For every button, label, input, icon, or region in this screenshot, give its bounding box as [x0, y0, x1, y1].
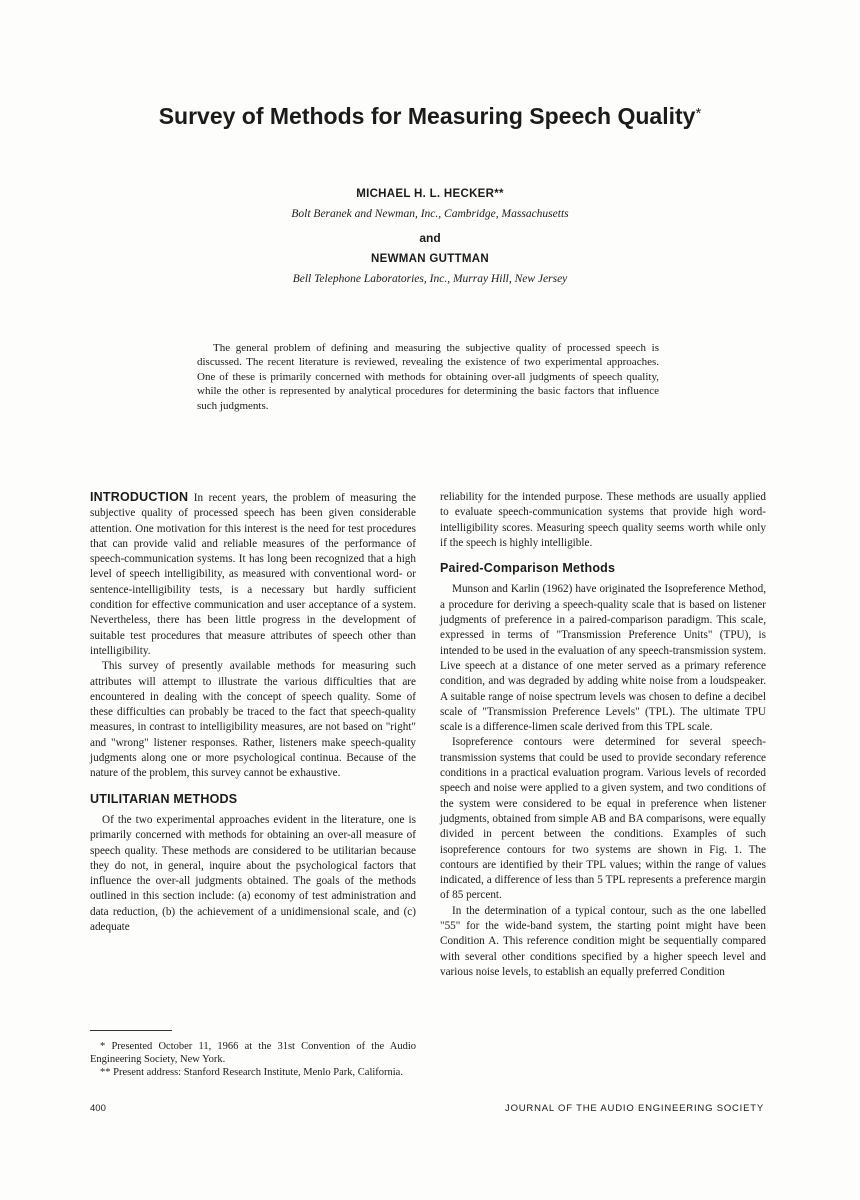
author-2-name: NEWMAN GUTTMAN	[371, 253, 489, 265]
author-separator: and	[419, 231, 441, 245]
paired-comparison-paragraph-2: Isopreference contours were determined for several speech-transmission systems that could be used to provide secondary reference conditions in a practical evaluation program. Various levels of recorded speech and noise were applied to a given system, and two conditions of the system were considered to be equal in preference when listener judgments, obtained from simple AB and BA comparisons, were equally divided in percent between the conditions. Examples of such isopreference contours for two systems are shown in Fig. 1. The contours are identified by their TPL values; within the range of values indicated, a difference of less than 5 TPL represents a preference margin of 85 percent.	[440, 736, 766, 902]
article-title	[0, 103, 860, 130]
footnote-rule	[90, 1030, 172, 1031]
footnote-2: ** Present address: Stanford Research Institute, Menlo Park, California.	[100, 1067, 403, 1078]
right-continuation-paragraph: reliability for the intended purpose. These methods are usually applied to evaluate speech-communication systems that provide high word-intelligibility scores. Measuring speech quality seems worth while only if the speech is highly intelligible.	[440, 491, 766, 549]
footnote-1: * Presented October 11, 1966 at the 31st Convention of the Audio Engineering Society, New York.	[90, 1041, 416, 1065]
right-column	[440, 490, 766, 980]
author-1-name: MICHAEL H. L. HECKER**	[356, 188, 504, 200]
title-text: Survey of Methods for Measuring Speech Quality	[158, 103, 696, 129]
paired-comparison-paragraph-3: In the determination of a typical contour, such as the one labelled "55" for the wide-band system, the starting point might have been Condition A. This reference condition might be sequentially compared with several other conditions specified by a higher speech level and various noise levels, to establish an equally preferred Condition	[440, 904, 766, 978]
intro-paragraph-2: This survey of presently available methods for measuring such attributes will attempt to illustrate the various difficulties that are encountered in dealing with the concept of speech quality. Some of these difficulties can probably be traced to the fact that speech-quality measures, in contrast to intelligibility measures, are not based on "right" and "wrong" listener responses. Rather, listeners make speech-quality judgments along one or more psychological continua. Because of the nature of the problem, this survey cannot be exhaustive.	[90, 660, 416, 780]
intro-paragraph-1	[90, 490, 416, 659]
author-2-affiliation: Bell Telephone Laboratories, Inc., Murray Hill, New Jersey	[292, 273, 568, 285]
title-footnote-mark: *	[695, 105, 702, 122]
footnotes	[90, 1030, 416, 1079]
intro-heading: INTRODUCTION	[90, 490, 189, 504]
paired-comparison-paragraph-1: Munson and Karlin (1962) have originated the Isopreference Method, a procedure for deriving a speech-quality scale that is based on listener judgments of preference in a paired-comparison paradigm. This scale, expressed in terms of "Transmission Preference Units" (TPU), is intended to be used in the evaluation of any speech-transmission system. Live speech at a distance of one meter served as a primary reference condition, and was degraded by adding white noise from a loudspeaker. A suitable range of noise spectrum levels was chosen to define a decibel scale of "Transmission Preference Levels" (TPL). The ultimate TPU scale is a difference-limen scale derived from this TPL scale.	[440, 583, 766, 734]
paired-comparison-heading: Paired-Comparison Methods	[440, 561, 616, 576]
author-1-affiliation: Bolt Beranek and Newman, Inc., Cambridge, Massachusetts	[291, 208, 569, 220]
abstract: The general problem of defining and measuring the subjective quality of processed speech is discussed. The recent literature is reviewed, revealing the existence of two experimental approaches. One of these is primarily concerned with methods for obtaining over-all judgments of speech quality, while the other is represented by analytical procedures for determining the basic factors that influence such judgments.	[197, 342, 659, 412]
page-number: 400	[90, 1103, 106, 1114]
journal-running-footer: JOURNAL OF THE AUDIO ENGINEERING SOCIETY	[505, 1103, 764, 1114]
utilitarian-heading: UTILITARIAN METHODS	[90, 791, 238, 806]
left-column	[90, 490, 416, 935]
utilitarian-paragraph-1: Of the two experimental approaches evident in the literature, one is primarily concerned with methods for obtaining an over-all measure of speech quality. These methods are considered to be utilitarian because they do not, in general, inquire about the psychological factors that influence the over-all judgments obtained. The goals of the methods outlined in this section include: (a) economy of test administration and data reduction, (b) the achievement of a unidimensional scale, and (c) adequate	[90, 813, 416, 934]
intro-paragraph-1-text: In recent years, the problem of measuring the subjective quality of processed speech has been given considerable attention. One motivation for this interest is the need for test procedures that can provide valid and reliable measures of the performance of speech-communication systems. It has long been recognized that a high level of speech intelligibility, as measured with conventional word- or sentence-intelligibility tests, is a necessary but hardly sufficient condition for effective communication and user acceptance of a system. Nevertheless, there has been little progress in the development of suitable test procedures that measure attributes of speech other than intelligibility.	[90, 492, 416, 657]
